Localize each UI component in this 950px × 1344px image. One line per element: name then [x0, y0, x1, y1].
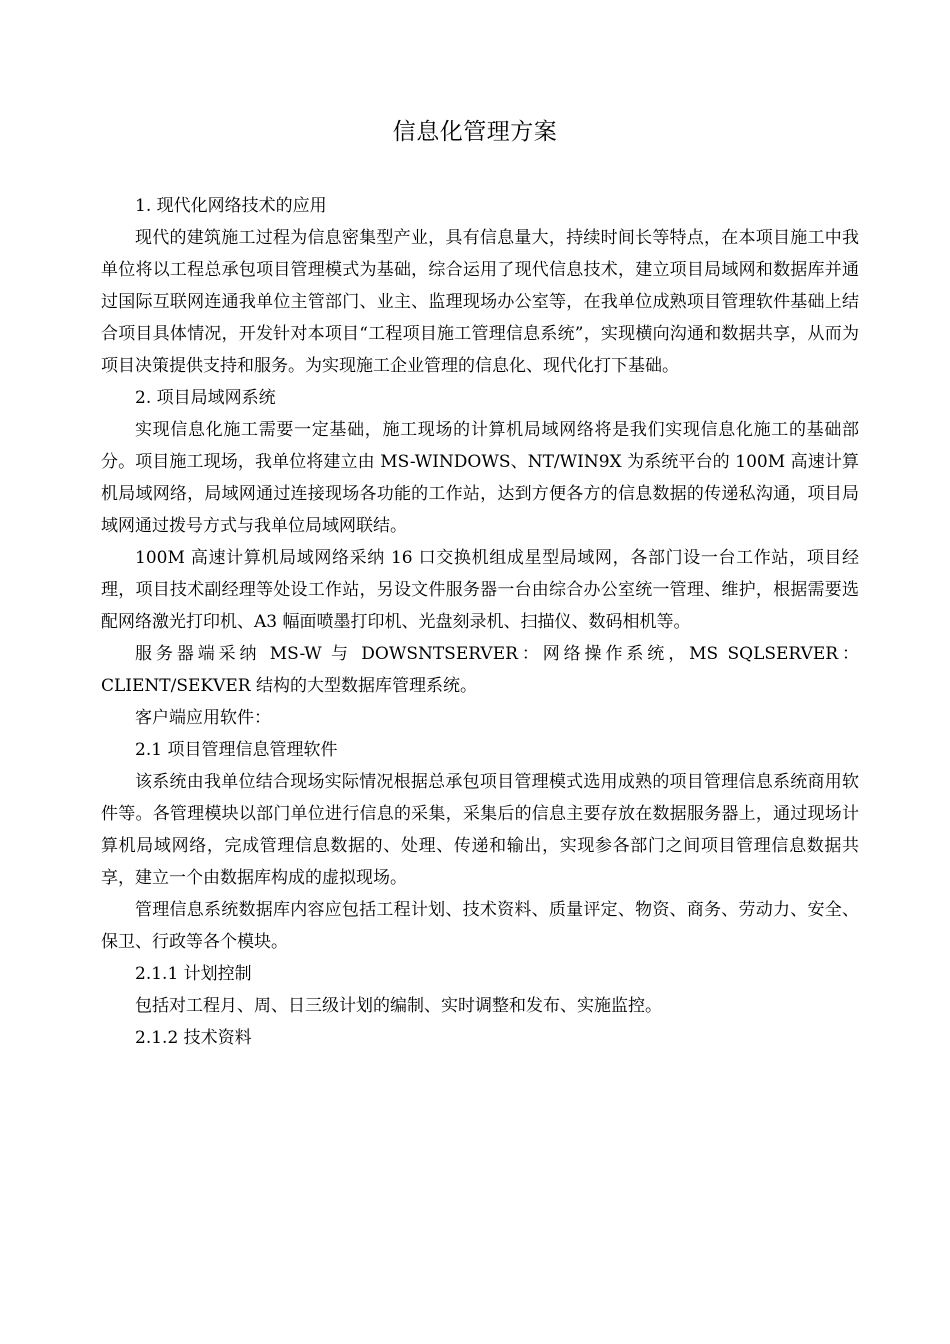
section-heading-2-1-2: 2.1.2 技术资料	[135, 1028, 252, 1048]
section-heading-1: 1. 现代化网络技术的应用	[135, 196, 327, 216]
paragraph: 服务器端采纳 MS-W 与 DOWSNTSERVER：网络操作系统，MS SQLSERVER：CLIENT/SEKVER 结构的大型数据库管理系统。	[101, 644, 859, 696]
paragraph: 实现信息化施工需要一定基础，施工现场的计算机局域网络将是我们实现信息化施工的基础部分。项目施工现场，我单位将建立由 MS-WINDOWS、NT/WIN9X 为系统平台的 100M 高速计算机局域网络，局域网通过连接现场各功能的工作站，达到方便各方的信息数据的传递私沟通，项目局域网通过拨号方式与我单位局域网联结。	[101, 420, 859, 536]
section-heading-2: 2. 项目局域网系统	[135, 388, 276, 408]
document-body	[101, 190, 859, 1054]
document-title: 信息化管理方案	[392, 119, 558, 145]
paragraph: 该系统由我单位结合现场实际情况根据总承包项目管理模式选用成熟的项目管理信息系统商用软件等。各管理模块以部门单位进行信息的采集，采集后的信息主要存放在数据服务器上，通过现场计算机局域网络，完成管理信息数据的、处理、传递和输出，实现参各部门之间项目管理信息数据共享，建立一个由数据库构成的虚拟现场。	[101, 772, 859, 888]
paragraph: 现代的建筑施工过程为信息密集型产业，具有信息量大，持续时间长等特点，在本项目施工中我单位将以工程总承包项目管理模式为基础，综合运用了现代信息技术，建立项目局域网和数据库并通过国际互联网连通我单位主管部门、业主、监理现场办公室等，在我单位成熟项目管理软件基础上结合项目具体情况，开发针对本项目“工程项目施工管理信息系统”，实现横向沟通和数据共享，从而为项目决策提供支持和服务。为实现施工企业管理的信息化、现代化打下基础。	[101, 228, 859, 376]
paragraph: 包括对工程月、周、日三级计划的编制、实时调整和发布、实施监控。	[135, 996, 662, 1016]
paragraph: 100M 高速计算机局域网络采纳 16 口交换机组成星型局域网，各部门设一台工作站，项目经理，项目技术副经理等处设工作站，另设文件服务器一台由综合办公室统一管理、维护，根据需要选配网络激光打印机、A3 幅面喷墨打印机、光盘刻录机、扫描仪、数码相机等。	[101, 548, 859, 632]
section-heading-2-1: 2.1 项目管理信息管理软件	[135, 740, 338, 760]
paragraph: 管理信息系统数据库内容应包括工程计划、技术资料、质量评定、物资、商务、劳动力、安全、保卫、行政等各个模块。	[101, 900, 859, 952]
paragraph: 客户端应用软件：	[135, 708, 271, 728]
section-heading-2-1-1: 2.1.1 计划控制	[135, 964, 252, 984]
